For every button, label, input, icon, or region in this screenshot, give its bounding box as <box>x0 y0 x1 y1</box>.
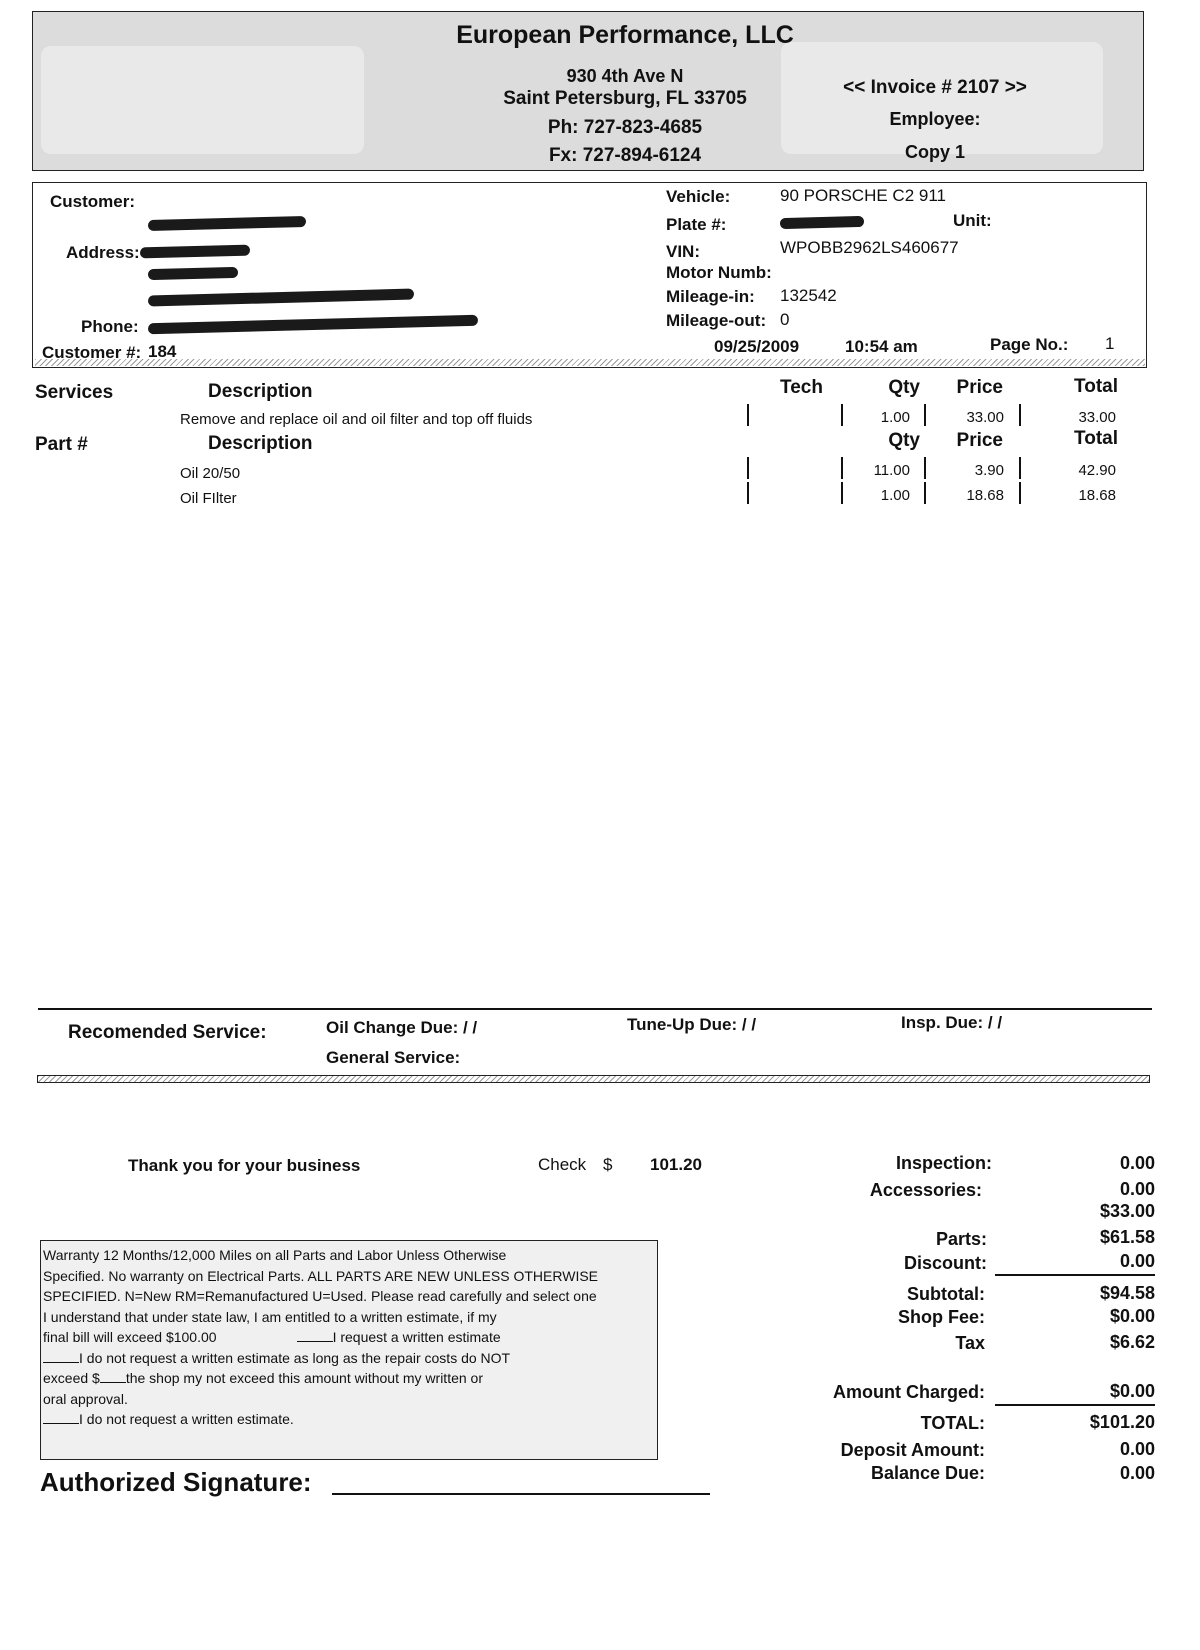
part-row-price: 3.90 <box>974 462 1004 479</box>
authorized-signature-label: Authorized Signature: <box>40 1467 312 1497</box>
customer-label: Customer: <box>50 192 136 211</box>
parts-price-header: Price <box>956 430 1003 451</box>
services-total-header: Total <box>1074 376 1118 397</box>
header-left-box <box>41 46 364 154</box>
vin-label: VIN: <box>666 242 700 261</box>
mileage-out-label: Mileage-out: <box>666 311 767 330</box>
part-row-description: Oil FIlter <box>180 490 237 507</box>
thank-you-message: Thank you for your business <box>128 1156 361 1175</box>
parts-qty-header: Qty <box>888 430 920 451</box>
payment-amount: 101.20 <box>650 1155 702 1174</box>
warranty-text: the shop my not exceed this amount without my written or <box>125 1370 483 1386</box>
column-separator <box>1019 457 1021 479</box>
shop-fee-value: $0.00 <box>1109 1306 1155 1326</box>
shop-name: European Performance, LLC <box>456 21 794 49</box>
shop-address-line2: Saint Petersburg, FL 33705 <box>503 88 747 109</box>
page-no-value: 1 <box>1105 334 1115 353</box>
unit-label: Unit: <box>953 211 992 230</box>
warranty-text: final bill will exceed $100.00 <box>43 1329 217 1345</box>
services-qty-header: Qty <box>888 377 920 398</box>
subtotal-value: $94.58 <box>1099 1283 1155 1303</box>
deposit-label: Deposit Amount: <box>840 1440 985 1460</box>
parts-total-header: Total <box>1074 428 1118 449</box>
inspection-label: Inspection: <box>895 1153 992 1173</box>
service-row-total: 33.00 <box>1078 409 1116 426</box>
invoice-time: 10:54 am <box>845 337 918 356</box>
service-row-description: Remove and replace oil and oil filter and top off fluids <box>180 411 533 428</box>
tax-value: $6.62 <box>1109 1332 1155 1352</box>
shop-phone: Ph: 727-823-4685 <box>547 117 703 138</box>
balance-due-label: Balance Due: <box>870 1463 985 1483</box>
column-separator <box>747 457 749 479</box>
subtotal-label: Subtotal: <box>907 1284 985 1304</box>
parts-total-label: Parts: <box>935 1229 987 1249</box>
warranty-line: Specified. No warranty on Electrical Parts. ALL PARTS ARE NEW UNLESS OTHERWISE <box>43 1267 599 1284</box>
column-separator <box>1019 482 1021 504</box>
shop-fax: Fx: 727-894-6124 <box>548 145 702 166</box>
warranty-box <box>40 1240 658 1460</box>
grand-total-label: TOTAL: <box>920 1413 985 1433</box>
accessories-value: 0.00 <box>1119 1179 1155 1199</box>
employee-label: Employee: <box>889 109 981 129</box>
customer-number-label: Customer #: <box>42 343 142 362</box>
deposit-value: 0.00 <box>1119 1439 1155 1459</box>
estimate-amount-blank[interactable] <box>100 1370 126 1383</box>
parts-total-value: $61.58 <box>1099 1227 1155 1247</box>
invoice-number: << Invoice # 2107 >> <box>843 77 1027 98</box>
mileage-in-label: Mileage-in: <box>666 287 755 306</box>
warranty-line <box>43 1368 655 1389</box>
services-tech-header: Tech <box>780 377 823 398</box>
parts-description-header: Description <box>208 433 313 454</box>
mileage-in-value: 132542 <box>780 286 837 305</box>
part-row-total: 42.90 <box>1078 462 1116 479</box>
discount-value: 0.00 <box>1119 1251 1155 1271</box>
warranty-text: exceed $ <box>43 1370 100 1386</box>
recommended-top-rule <box>38 1008 1152 1010</box>
warranty-line: Warranty 12 Months/12,000 Miles on all Parts and Labor Unless Otherwise <box>43 1247 507 1263</box>
redacted-plate <box>780 216 864 229</box>
no-estimate-checkbox[interactable] <box>43 1411 79 1424</box>
payment-method: Check <box>538 1155 587 1174</box>
payment-currency: $ <box>603 1155 613 1174</box>
written-estimate-checkbox[interactable] <box>297 1329 333 1342</box>
column-separator <box>747 404 749 426</box>
services-description-header: Description <box>208 381 313 402</box>
warranty-text: I do not request a written estimate. <box>79 1411 294 1427</box>
labor-value: $33.00 <box>1099 1201 1155 1221</box>
parts-label: Part # <box>35 434 88 455</box>
column-separator <box>747 482 749 504</box>
hatch-divider-top <box>35 359 1145 366</box>
warranty-text: I request a written estimate <box>332 1329 501 1345</box>
invoice-date: 09/25/2009 <box>714 337 800 356</box>
vin-value: WPOBB2962LS460677 <box>780 238 959 257</box>
part-row-price: 18.68 <box>966 487 1004 504</box>
warranty-text: I do not request a written estimate as long as the repair costs do NOT <box>79 1349 511 1366</box>
shop-address-line1: 930 4th Ave N <box>566 66 684 86</box>
no-estimate-limit-checkbox[interactable] <box>43 1350 79 1363</box>
phone-label: Phone: <box>81 317 139 336</box>
part-row-qty: 11.00 <box>873 462 910 479</box>
inspection-due: Insp. Due: / / <box>901 1013 1003 1032</box>
column-separator <box>924 457 926 479</box>
warranty-line: I understand that under state law, I am entitled to a written estimate, if my <box>43 1308 497 1325</box>
recommended-service-label: Recomended Service: <box>68 1022 267 1043</box>
warranty-line <box>43 1327 655 1348</box>
warranty-line <box>43 1348 655 1369</box>
tune-up-due: Tune-Up Due: / / <box>627 1015 757 1034</box>
column-separator <box>841 457 843 479</box>
hatch-divider-bottom <box>37 1075 1150 1083</box>
total-rule <box>995 1404 1155 1406</box>
address-label: Address: <box>66 243 140 262</box>
column-separator <box>1019 404 1021 426</box>
inspection-value: 0.00 <box>1119 1153 1155 1173</box>
vehicle-label: Vehicle: <box>666 187 731 206</box>
vehicle-value: 90 PORSCHE C2 911 <box>780 186 946 205</box>
general-service: General Service: <box>326 1048 461 1067</box>
page-no-label: Page No.: <box>990 335 1069 354</box>
shop-fee-label: Shop Fee: <box>897 1307 985 1327</box>
warranty-line <box>43 1409 655 1430</box>
services-label: Services <box>35 382 114 403</box>
balance-due-value: 0.00 <box>1119 1463 1155 1483</box>
service-row-price: 33.00 <box>966 409 1004 426</box>
plate-label: Plate #: <box>666 215 727 234</box>
warranty-line: SPECIFIED. N=New RM=Remanufactured U=Used. Please read carefully and select one <box>43 1288 597 1304</box>
service-row-qty: 1.00 <box>880 409 910 426</box>
part-row-total: 18.68 <box>1078 487 1116 504</box>
mileage-out-value: 0 <box>780 310 790 329</box>
column-separator <box>841 482 843 504</box>
redacted-address-line2 <box>148 267 238 280</box>
column-separator <box>924 404 926 426</box>
signature-line[interactable] <box>332 1493 710 1495</box>
subtotal-rule <box>995 1274 1155 1276</box>
tax-label: Tax <box>955 1333 985 1353</box>
amount-charged-label: Amount Charged: <box>833 1382 985 1402</box>
copy-label: Copy 1 <box>904 142 965 162</box>
column-separator <box>841 404 843 426</box>
column-separator <box>924 482 926 504</box>
oil-change-due: Oil Change Due: / / <box>326 1018 478 1037</box>
accessories-label: Accessories: <box>869 1180 982 1200</box>
services-price-header: Price <box>956 377 1003 398</box>
customer-number: 184 <box>148 342 177 361</box>
amount-charged-value: $0.00 <box>1109 1381 1155 1401</box>
grand-total-value: $101.20 <box>1089 1412 1155 1432</box>
motor-number-label: Motor Numb: <box>666 263 772 282</box>
part-row-qty: 1.00 <box>880 487 910 504</box>
warranty-line: oral approval. <box>43 1390 128 1407</box>
part-row-description: Oil 20/50 <box>180 465 241 482</box>
discount-label: Discount: <box>904 1253 987 1273</box>
